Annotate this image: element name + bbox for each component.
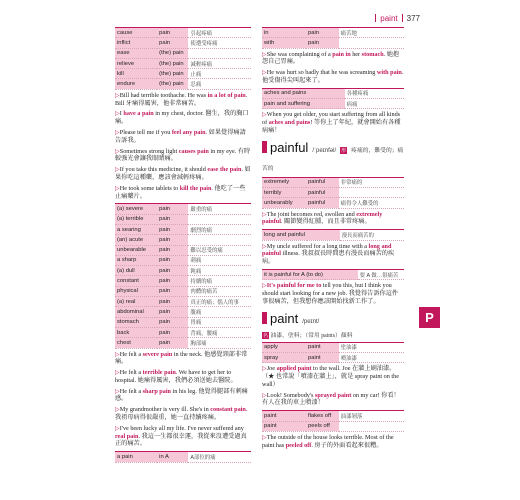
translation [188, 235, 251, 245]
triangle-right-icon: ▷ [262, 210, 267, 218]
collocate-word: unbearably [262, 198, 306, 208]
highlighted-collocation: severe pain [142, 350, 173, 358]
highlighted-collocation: sprayed paint [314, 391, 352, 399]
example-sentence [115, 129, 251, 145]
translation: 鈍痛 [188, 266, 251, 276]
head-word: pain [157, 204, 188, 214]
highlighted-collocation: in a lot of pain [207, 91, 246, 99]
example-sentence [115, 388, 251, 404]
collocation-row [115, 235, 251, 245]
collocate-word: extremely [262, 177, 306, 187]
translation [339, 38, 404, 48]
collocate-word: a pain [115, 452, 157, 462]
highlighted-collocation: sharp pain [142, 387, 171, 395]
example-text: If you take this medicine, it should [119, 166, 208, 174]
highlighted-collocation: constant pain [210, 406, 246, 414]
example-text: in my chest, doctor. 醫生，我的胸口痛。 [115, 110, 249, 126]
translation: 噴油漆 [339, 352, 404, 362]
translation: 難以忍受的痛 [188, 245, 251, 255]
collocation-row [115, 317, 251, 327]
headword-marker [262, 312, 267, 324]
example-group [262, 243, 404, 266]
example-text: He was hurt so badly that he was screaming [266, 69, 377, 77]
example-group [262, 282, 404, 305]
translation: 嚴重的痛 [188, 204, 251, 214]
collocation-row [115, 276, 251, 286]
head-word: peels off [306, 421, 339, 431]
definition-line [262, 330, 404, 339]
example-group [262, 111, 404, 134]
translation: 痛苦地 [339, 28, 404, 38]
collocate-word: in [262, 28, 306, 38]
triangle-right-icon: ▷ [115, 424, 120, 432]
translation: 各種疼痛 [345, 88, 404, 98]
head-word: paint [306, 342, 339, 352]
head-word: (the) pain [157, 58, 188, 68]
example-text: . 他吃了一些止痛藥片。 [115, 184, 246, 200]
head-word [307, 230, 340, 240]
collocation-table [262, 410, 404, 432]
example-sentence [262, 69, 404, 85]
example-sentence [115, 185, 251, 201]
collocate-word: long and painful [262, 230, 307, 240]
triangle-right-icon: ▷ [262, 365, 267, 373]
translation [339, 188, 404, 198]
example-sentence [262, 243, 404, 266]
head-word: pain [157, 214, 188, 224]
triangle-right-icon: ▷ [115, 91, 120, 99]
left-column [115, 27, 251, 463]
example-text: . We have to get her to hospital. 她痛得厲害，我們必須送她去醫院。 [115, 369, 237, 384]
collocation-row [262, 269, 404, 279]
translation [188, 214, 251, 224]
collocation-row [115, 245, 251, 255]
head-word: pain [157, 28, 188, 38]
translation: 塗油漆 [339, 342, 404, 352]
highlighted-collocation: have a pain [123, 110, 154, 118]
head-word: flakes off [306, 411, 339, 421]
collocation-row [115, 58, 251, 68]
collocation-table [115, 203, 251, 348]
highlighted-collocation: stomach [361, 50, 384, 58]
translation: 病痛 [345, 99, 404, 109]
collocation-row [262, 342, 404, 352]
example-sentence [115, 92, 251, 108]
triangle-right-icon: ▷ [262, 242, 267, 250]
definition: 油漆，塗料；（常用 paints）顏料 [270, 332, 353, 339]
example-text: He took some tablets to [119, 184, 180, 192]
page-header [371, 14, 420, 23]
example-text: in his leg. 他覺得腿部有刺痛感。 [115, 387, 248, 403]
collocation-row [262, 88, 404, 98]
collocation-row [262, 411, 404, 421]
head-word: pain [157, 245, 188, 255]
head-word: pain [157, 338, 188, 348]
collocation-table [262, 88, 404, 110]
example-sentence [115, 406, 251, 422]
example-text: . 關節變得紅腫，而且非常疼痛。 [280, 218, 371, 226]
header-divider [375, 14, 376, 22]
collocation-row [115, 452, 251, 462]
translation: 胸部痛 [188, 338, 251, 348]
head-word: pain [306, 28, 339, 38]
triangle-right-icon: ▷ [262, 391, 267, 399]
collocate-word: stomach [115, 317, 157, 327]
collocation-table [262, 177, 404, 209]
head-word: painful [306, 177, 339, 187]
example-text: My uncle suffered for a long time with a [266, 242, 369, 250]
translation: 背痛，腰痛 [188, 327, 251, 337]
headword: painful [270, 139, 309, 155]
example-text: ! 等你上了年紀，就會開始有各種病痛！ [262, 119, 401, 134]
highlighted-collocation: ease the pain [207, 166, 242, 174]
example-text: . 我這一生都很幸運，我從來沒遭受過真正的痛苦。 [115, 432, 247, 448]
example-sentence [115, 148, 251, 164]
triangle-right-icon: ▷ [115, 110, 120, 118]
definition: 疼痛的，難受的；痛苦的 [262, 147, 404, 172]
example-text: in the neck. 他感覺頸部非常痛。 [115, 350, 248, 366]
collocate-word: (a) real [115, 297, 157, 307]
example-text: . Bill 牙痛得厲害，他非常痛苦。 [115, 91, 248, 107]
triangle-right-icon: ▷ [115, 406, 120, 414]
example-sentence [115, 425, 251, 448]
example-sentence [115, 166, 251, 182]
collocation-row [262, 198, 404, 208]
collocate-word: terribly [262, 188, 306, 198]
page-number: 377 [406, 14, 420, 23]
pronunciation: /ˈpeɪnfəl/ [312, 147, 337, 154]
collocate-word: inflict [115, 38, 157, 48]
head-word: paint [306, 352, 339, 362]
collocation-row [115, 38, 251, 48]
example-sentence [262, 111, 404, 134]
collocation-row [115, 214, 251, 224]
example-group [115, 92, 251, 201]
example-sentence [115, 110, 251, 126]
running-head-word: paint [380, 14, 398, 23]
example-text: Please tell me if you [119, 128, 172, 136]
example-sentence [262, 434, 404, 450]
triangle-right-icon: ▷ [115, 166, 120, 174]
head-word: pain [157, 255, 188, 265]
collocate-word: a sharp [115, 255, 157, 265]
collocation-row [115, 297, 251, 307]
collocate-word: (a) severe [115, 204, 157, 214]
example-group [262, 51, 404, 85]
example-sentence [262, 51, 404, 67]
highlighted-collocation: extremely painful [262, 210, 383, 226]
example-text: . 她抱怨自己胃痛。 [262, 50, 400, 66]
triangle-right-icon: ▷ [262, 433, 267, 441]
head-word [325, 269, 358, 279]
head-word [312, 99, 345, 109]
headword: paint [270, 310, 299, 326]
example-group [262, 211, 404, 227]
highlighted-collocation: real pain [115, 432, 139, 440]
triangle-right-icon: ▷ [115, 128, 120, 136]
triangle-right-icon: ▷ [115, 369, 120, 377]
collocation-row [262, 230, 404, 240]
highlighted-collocation: applied paint [276, 365, 312, 373]
example-text: Look! Somebody's [266, 391, 315, 399]
translation: 止痛 [188, 69, 251, 79]
pronunciation: /peɪnt/ [302, 318, 320, 325]
collocation-row [115, 255, 251, 265]
triangle-right-icon: ▷ [262, 69, 267, 77]
collocation-row [115, 69, 251, 79]
example-sentence [262, 211, 404, 227]
collocation-table [262, 342, 404, 364]
collocate-word: (a) terrible [115, 214, 157, 224]
example-text: . 如果你吃這種藥，應該會減輕疼痛。 [115, 166, 251, 181]
example-group [115, 351, 251, 449]
collocate-word: relieve [115, 58, 157, 68]
part-of-speech-badge: 名 [263, 332, 269, 339]
triangle-right-icon: ▷ [115, 184, 120, 192]
collocation-row [262, 188, 404, 198]
head-word: pain [157, 327, 188, 337]
thumb-index-tab[interactable]: P [419, 307, 440, 328]
collocate-word: unbearable [115, 245, 157, 255]
collocation-row [115, 266, 251, 276]
translation: 痛得令人難受的 [339, 198, 404, 208]
highlighted-collocation: peeled off [285, 441, 312, 449]
example-text: . 他受傷得尖叫起來了。 [262, 69, 404, 84]
header-divider [402, 14, 403, 22]
head-word: painful [306, 188, 339, 198]
example-text: her [350, 50, 362, 58]
example-text: I [119, 110, 124, 118]
head-word: pain [157, 307, 188, 317]
collocation-row [262, 99, 404, 109]
translation: 刺痛 [188, 255, 251, 265]
collocation-row [262, 421, 404, 431]
translation [339, 421, 404, 431]
example-text: illness. 我叔叔長時間患有漫長而痛苦的疾病。 [262, 250, 395, 266]
collocate-word: paint [262, 421, 306, 431]
collocate-word: it is painful for A (to do) [262, 269, 325, 279]
head-word: pain [157, 235, 188, 245]
part-of-speech-badge: 形 [341, 147, 347, 154]
collocation-table [262, 229, 404, 240]
collocate-word: chest [115, 338, 157, 348]
collocate-word: constant [115, 276, 157, 286]
highlighted-collocation: It's painful for me to [266, 282, 322, 290]
collocate-word: physical [115, 286, 157, 296]
translation: 胃痛 [188, 317, 251, 327]
example-text: My grandmother is very ill. She's in [119, 406, 211, 414]
example-text: I've been lucky all my life. I've never suffered any [119, 424, 244, 432]
example-text: He felt a [119, 387, 143, 395]
collocation-row [262, 28, 404, 38]
translation: 使遭受疼痛 [188, 38, 251, 48]
translation: 劇烈的痛 [188, 224, 251, 234]
triangle-right-icon: ▷ [115, 350, 120, 358]
triangle-right-icon: ▷ [262, 111, 267, 119]
highlighted-collocation: pain in [332, 50, 351, 58]
translation: 減輕疼痛 [188, 58, 251, 68]
headword-paint [262, 310, 404, 328]
collocation-row [115, 204, 251, 214]
highlighted-collocation: with pain [376, 69, 402, 77]
example-sentence [115, 351, 251, 367]
collocation-table [262, 27, 404, 49]
head-word: painful [306, 198, 339, 208]
highlighted-collocation: causes pain [178, 147, 209, 155]
collocation-row [115, 48, 251, 58]
head-word: pain [306, 38, 339, 48]
highlighted-collocation: aches and pains [268, 119, 311, 127]
collocation-table [262, 269, 404, 280]
example-text: on my car! 你看！有人在我的車上噴漆！ [262, 391, 400, 407]
example-sentence [262, 392, 404, 408]
collocate-word: endure [115, 79, 157, 89]
example-text: Sometimes strong light [119, 147, 179, 155]
example-text: When you get older, you start suffering from all kinds of [262, 111, 401, 127]
right-column [262, 27, 404, 452]
example-text: . 房子的外面看起來很糟。 [311, 441, 383, 449]
translation: A部位的痛 [188, 452, 251, 462]
translation [188, 48, 251, 58]
translation: 引起疼痛 [188, 28, 251, 38]
example-text: He felt a [119, 369, 143, 377]
collocate-word: aches and pains [262, 88, 312, 98]
collocation-row [115, 338, 251, 348]
collocate-word: apply [262, 342, 306, 352]
head-word: in A [157, 452, 188, 462]
collocate-word: paint [262, 411, 306, 421]
collocation-row [115, 224, 251, 234]
head-word: pain [157, 297, 188, 307]
headword-marker [262, 141, 267, 153]
head-word: pain [157, 317, 188, 327]
triangle-right-icon: ▷ [262, 282, 267, 290]
translation: 腹痛 [188, 307, 251, 317]
example-text: The joint becomes red, swollen and [266, 210, 357, 218]
collocate-word: with [262, 38, 306, 48]
collocate-word: a searing [115, 224, 157, 234]
head-word: pain [157, 224, 188, 234]
triangle-right-icon: ▷ [115, 387, 120, 395]
collocate-word: kill [115, 69, 157, 79]
head-word: pain [157, 38, 188, 48]
collocate-word: pain and suffering [262, 99, 312, 109]
example-text: She was complaining of a [266, 50, 333, 58]
example-text: Bill had terrible toothache. He was [119, 91, 208, 99]
collocate-word: cause [115, 28, 157, 38]
example-text: to the wall. Joe 在牆上刷油漆。（★ 也常說「噴漆在牆上」，就是 spray paint on the wall） [262, 365, 399, 388]
highlighted-collocation: feel any pain [171, 128, 206, 136]
headword-painful [262, 139, 404, 175]
highlighted-collocation: long and painful [262, 242, 392, 258]
translation: 真正的痛；惱人的事 [188, 297, 251, 307]
triangle-right-icon: ▷ [262, 50, 267, 58]
highlighted-collocation: terrible pain [142, 369, 176, 377]
example-text: tell you this, but I think you should start looking for a new job. 我覺得告訴你這件事很痛苦，但我想你應該開始找新工作了。 [262, 282, 399, 305]
head-word: pain [157, 276, 188, 286]
collocate-word: (an) acute [115, 235, 157, 245]
collocation-row [115, 79, 251, 89]
head-word: (the) pain [157, 69, 188, 79]
collocation-row [115, 28, 251, 38]
example-sentence [115, 369, 251, 385]
head-word: (the) pain [157, 48, 188, 58]
collocate-word: abdominal [115, 307, 157, 317]
example-group [262, 434, 404, 450]
example-sentence [262, 282, 404, 305]
translation: 漫長而痛苦的 [340, 230, 404, 240]
head-word: (the) pain [157, 79, 188, 89]
collocation-row [115, 307, 251, 317]
translation: 油漆剝落 [339, 411, 404, 421]
example-sentence [262, 365, 404, 388]
example-text: Joe [266, 365, 277, 373]
collocation-table [115, 27, 251, 90]
head-word [312, 88, 345, 98]
collocate-word: (a) dull [115, 266, 157, 276]
collocate-word: back [115, 327, 157, 337]
example-text: . 如果覺得痛請告訴我。 [115, 128, 246, 144]
triangle-right-icon: ▷ [115, 147, 120, 155]
collocate-word: ease [115, 48, 157, 58]
translation: 肉體的痛苦 [188, 286, 251, 296]
example-text: in my eye. 有時較強光會讓我眼睛痛。 [115, 147, 251, 163]
example-text: He felt a [119, 350, 143, 358]
collocate-word: spray [262, 352, 306, 362]
highlighted-collocation: kill the pain [179, 184, 212, 192]
example-group [262, 365, 404, 407]
example-text: . 我祖母病得很嚴重，她一直持續疼痛。 [115, 406, 248, 422]
translation: 持續的痛 [188, 276, 251, 286]
collocation-row [262, 177, 404, 187]
collocation-row [115, 286, 251, 296]
head-word: pain [157, 266, 188, 276]
translation: 要 A 做…很痛苦 [358, 269, 404, 279]
collocation-table [115, 451, 251, 462]
head-word: pain [157, 286, 188, 296]
example-text: The outside of the house looks terrible. Most of the paint has [262, 433, 394, 449]
translation: 忍痛 [188, 79, 251, 89]
collocation-row [115, 327, 251, 337]
translation: 非常痛的 [339, 177, 404, 187]
collocation-row [262, 352, 404, 362]
collocation-row [262, 38, 404, 48]
